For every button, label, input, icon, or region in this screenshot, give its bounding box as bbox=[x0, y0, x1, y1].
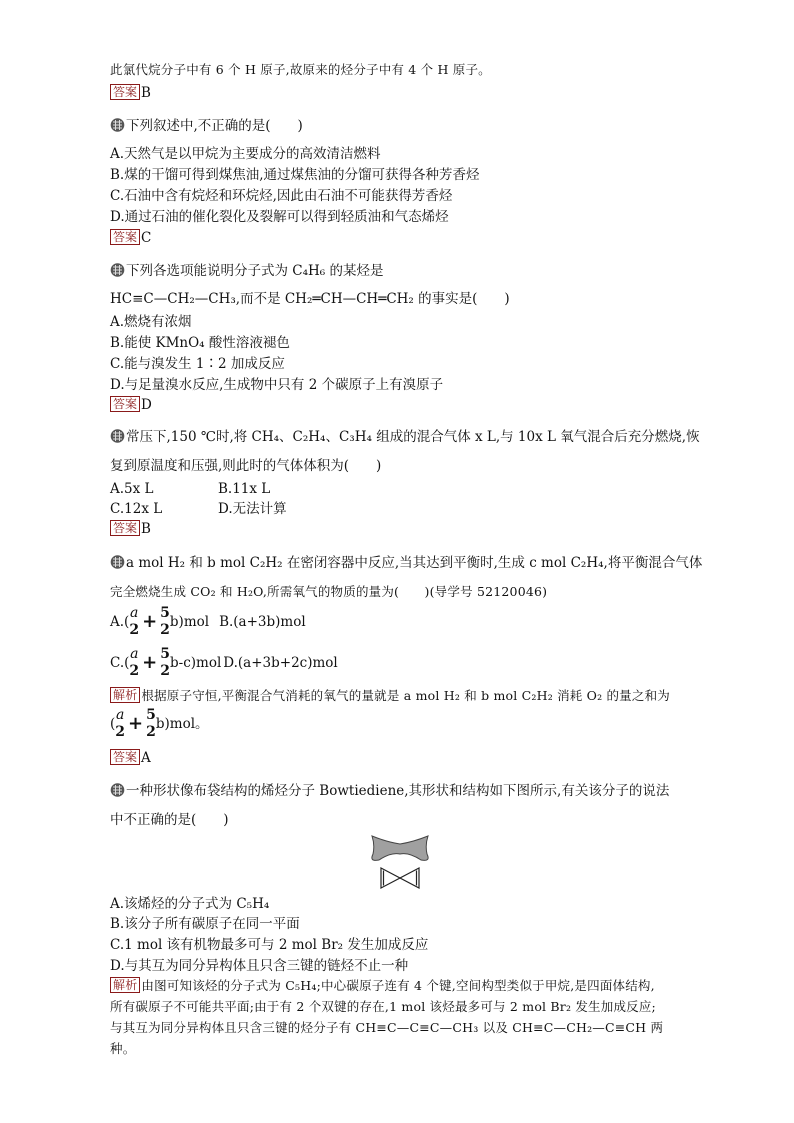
fraction-denominator: 2 bbox=[115, 724, 126, 740]
question-text-cont: 复到原温度和压强,则此时的气体体积为( ) bbox=[110, 458, 382, 474]
option-b: B.该分子所有碳原子在同一平面 bbox=[110, 916, 300, 932]
answer-tag: 答案 bbox=[110, 229, 140, 245]
question-icon bbox=[110, 555, 125, 569]
option-c: C.1 mol 该有机物最多可与 2 mol Br₂ 发生加成反应 bbox=[110, 937, 429, 953]
fraction-denominator: 2 bbox=[160, 622, 170, 638]
fraction-a-over-2 bbox=[129, 646, 139, 680]
option-c: C.能与溴发生 1∶2 加成反应 bbox=[110, 356, 285, 372]
analysis-text: 根据原子守恒,平衡混合气消耗的氧气的量就是 a mol H₂ 和 b mol C₂H₂ 消耗 O₂ 的量之和为 bbox=[141, 688, 670, 703]
question-icon bbox=[110, 118, 125, 132]
question-icon bbox=[110, 783, 125, 797]
answer-value: C bbox=[141, 230, 152, 246]
option-a-row bbox=[110, 605, 306, 639]
bowtie-structure bbox=[381, 868, 419, 888]
question-text-cont: 中不正确的是( ) bbox=[110, 812, 229, 828]
option-b: B.11x L bbox=[218, 481, 271, 497]
question-line bbox=[110, 117, 303, 135]
option-c: C.石油中含有烷烃和环烷烃,因此由石油不可能获得芳香烃 bbox=[110, 188, 453, 204]
option-c-row bbox=[110, 646, 338, 680]
plus-sign: + bbox=[142, 611, 158, 632]
option-c-suffix: b-c)mol bbox=[170, 655, 222, 671]
question-line bbox=[110, 554, 702, 572]
fraction-5-over-2 bbox=[146, 707, 156, 741]
answer-value: B bbox=[141, 85, 151, 101]
fraction-denominator: 2 bbox=[146, 724, 156, 740]
question-text: 下列叙述中,不正确的是( ) bbox=[126, 118, 303, 134]
option-d: D.与足量溴水反应,生成物中只有 2 个碳原子上有溴原子 bbox=[110, 377, 444, 393]
option-d: D.(a+3b+2c)mol bbox=[223, 655, 338, 671]
fraction-numerator: 5 bbox=[160, 605, 170, 621]
option-d: D.通过石油的催化裂化及裂解可以得到轻质油和气态烯烃 bbox=[110, 209, 449, 225]
options-row bbox=[110, 500, 287, 518]
question-text-cont: 完全燃烧生成 CO₂ 和 H₂O,所需氧气的物质的量为( )(导学号 52120046) bbox=[110, 584, 548, 599]
option-b: B.(a+3b)mol bbox=[219, 614, 306, 630]
text-line: 此氯代烷分子中有 6 个 H 原子,故原来的烃分子中有 4 个 H 原子。 bbox=[110, 62, 491, 77]
fraction-numerator: 5 bbox=[160, 646, 170, 662]
analysis-prefix: ( bbox=[110, 716, 116, 732]
answer-line bbox=[110, 396, 152, 414]
fraction-numerator: a bbox=[130, 605, 139, 621]
fraction-5-over-2 bbox=[160, 605, 170, 639]
question-text: 一种形状像布袋结构的烯烃分子 Bowtiediene,其形状和结构如下图所示,有关该分子的说法 bbox=[126, 783, 670, 799]
answer-tag: 答案 bbox=[110, 396, 140, 412]
option-a: A.该烯烃的分子式为 C₅H₄ bbox=[110, 896, 270, 912]
option-d: D.无法计算 bbox=[218, 501, 287, 517]
analysis-tag: 解析 bbox=[110, 977, 140, 993]
answer-tag: 答案 bbox=[110, 749, 140, 765]
option-a: A.天然气是以甲烷为主要成分的高效清洁燃料 bbox=[110, 146, 381, 162]
answer-line bbox=[110, 229, 151, 247]
option-a: A.5x L bbox=[110, 481, 154, 497]
fraction-numerator: a bbox=[115, 707, 125, 723]
question-line bbox=[110, 428, 700, 446]
option-a: A.燃烧有浓烟 bbox=[110, 314, 192, 330]
option-d: D.与其互为同分异构体且只含三键的链烃不止一种 bbox=[110, 958, 409, 974]
analysis-suffix: b)mol。 bbox=[155, 716, 209, 732]
option-b: B.煤的干馏可得到煤焦油,通过煤焦油的分馏可获得各种芳香烃 bbox=[110, 167, 480, 183]
plus-sign: + bbox=[142, 652, 158, 673]
option-a-suffix: b)mol bbox=[169, 614, 210, 630]
bowtiediene-molecule-figure bbox=[369, 832, 431, 890]
fraction-denominator: 2 bbox=[129, 663, 140, 679]
options-row bbox=[110, 480, 270, 498]
answer-line bbox=[110, 84, 151, 102]
analysis-tag: 解析 bbox=[110, 687, 140, 703]
question-text-cont: HC≡C—CH₂—CH₃,而不是 CH₂═CH—CH═CH₂ 的事实是( ) bbox=[110, 291, 510, 307]
fraction-a-over-2 bbox=[129, 605, 139, 639]
question-text: a mol H₂ 和 b mol C₂H₂ 在密闭容器中反应,当其达到平衡时,生成 c mol C₂H₄,将平衡混合气体 bbox=[126, 555, 703, 571]
analysis-line bbox=[110, 977, 655, 995]
question-line bbox=[110, 262, 384, 280]
question-icon bbox=[110, 263, 125, 277]
analysis-formula-row bbox=[110, 707, 209, 741]
answer-tag: 答案 bbox=[110, 84, 140, 100]
question-icon bbox=[110, 429, 125, 443]
analysis-text-cont: 种。 bbox=[110, 1041, 136, 1056]
option-c-prefix: C.( bbox=[110, 655, 130, 671]
question-line bbox=[110, 782, 669, 800]
answer-tag: 答案 bbox=[110, 520, 140, 536]
analysis-text-cont: 与其互为同分异构体且只含三键的烃分子有 CH≡C—C≡C—CH₃ 以及 CH≡C—CH₂—C≡CH 两 bbox=[110, 1020, 664, 1035]
fraction-a-over-2 bbox=[115, 707, 125, 741]
analysis-line bbox=[110, 687, 670, 705]
fraction-numerator: 5 bbox=[146, 707, 156, 723]
fraction-numerator: a bbox=[130, 646, 139, 662]
answer-value: B bbox=[141, 521, 151, 537]
option-b: B.能使 KMnO₄ 酸性溶液褪色 bbox=[110, 335, 290, 351]
question-text: 下列各选项能说明分子式为 C₄H₆ 的某烃是 bbox=[126, 263, 384, 279]
option-c: C.12x L bbox=[110, 501, 163, 517]
answer-line bbox=[110, 520, 151, 538]
option-a-prefix: A.( bbox=[110, 614, 130, 630]
answer-value: D bbox=[141, 397, 152, 413]
analysis-text-cont: 所有碳原子不可能共平面;由于有 2 个双键的存在,1 mol 该烃最多可与 2 mol Br₂ 发生加成反应; bbox=[110, 999, 656, 1014]
fraction-denominator: 2 bbox=[129, 622, 140, 638]
fraction-denominator: 2 bbox=[160, 663, 170, 679]
analysis-text: 由图可知该烃的分子式为 C₅H₄;中心碳原子连有 4 个键,空间构型类似于甲烷,是四面体结构, bbox=[141, 978, 655, 993]
answer-line bbox=[110, 749, 151, 767]
question-text: 常压下,150 ℃时,将 CH₄、C₂H₄、C₃H₄ 组成的混合气体 x L,与 10x L 氧气混合后充分燃烧,恢 bbox=[126, 429, 700, 445]
bowtie-shape bbox=[372, 836, 428, 860]
answer-value: A bbox=[141, 750, 151, 766]
fraction-5-over-2 bbox=[160, 646, 170, 680]
plus-sign: + bbox=[128, 713, 144, 734]
